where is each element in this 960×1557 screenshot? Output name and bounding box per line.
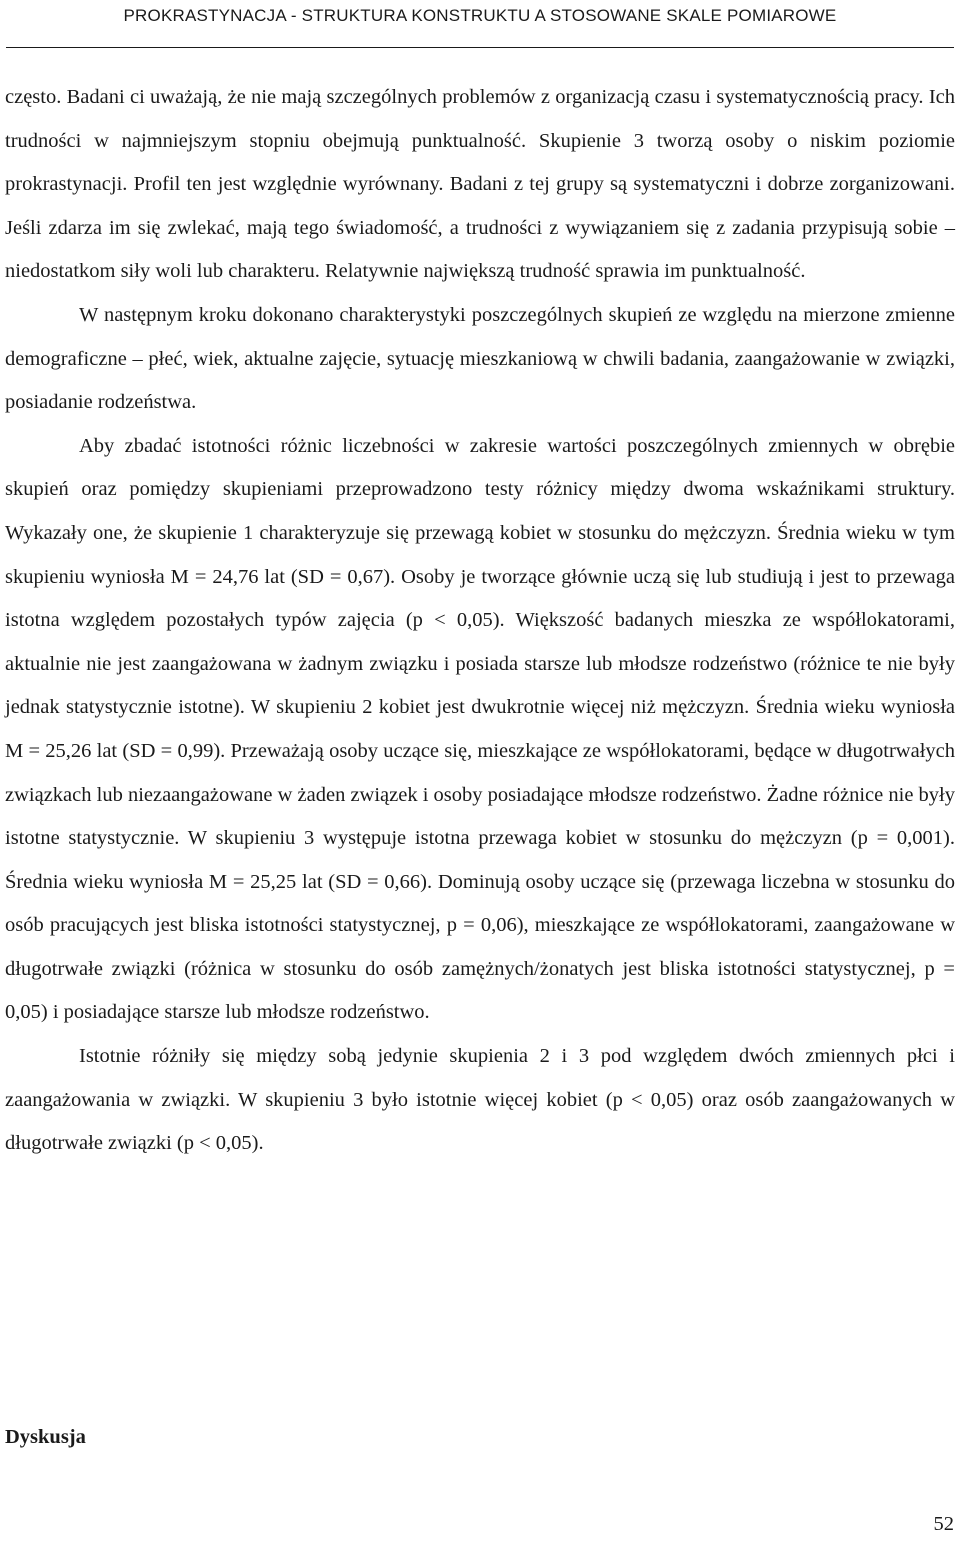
section-heading-discussion: Dyskusja xyxy=(5,1426,86,1448)
paragraph-cluster-differences: Aby zbadać istotności różnic liczebności w zakresie wartości poszczególnych zmiennych w obrębie skupień oraz pomiędzy skupieniami przeprowadzono testy różnicy między dwoma wskaźnikami struktury. Wykazały one, że skupienie 1 charakteryzuje się przewagą kobiet w stosunku do mężczyzn. Średnia wieku w tym skupieniu wyniosła M = 24,76 lat (SD = 0,67). Osoby je tworzące głównie uczą się lub studiują i jest to przewaga istotna względem pozostałych typów zajęcia (p < 0,05). Większość badanych mieszka ze współlokatorami, aktualnie nie jest zaangażowana w żadnym związku i posiada starsze lub młodsze rodzeństwo (różnice te nie były jednak statystycznie istotne). W skupieniu 2 kobiet jest dwukrotnie więcej niż mężczyzn. Średnia wieku wyniosła M = 25,26 lat (SD = 0,99). Przeważają osoby uczące się, mieszkające ze współlokatorami, będące w długotrwałych związkach lub niezaangażowane w żaden związek i osoby posiadające młodsze rodzeństwo. Żadne różnice nie były istotne statystycznie. W skupieniu 3 występuje istotna przewaga kobiet w stosunku do mężczyzn (p = 0,001). Średnia wieku wyniosła M = 25,25 lat (SD = 0,66). Dominują osoby uczące się (przewaga liczebna w stosunku do osób pracujących jest bliska istotności statystycznej, p = 0,06), mieszkające ze współlokatorami, zaangażowane w długotrwałe związki (różnica w stosunku do osób zamężnych/żonatych jest bliska istotności statystycznej, p = 0,05) i posiadające starsze lub młodsze rodzeństwo. xyxy=(5,434,955,1024)
paragraph-demographics-intro: W następnym kroku dokonano charakterystyki poszczególnych skupień ze względu na mierzone zmienne demograficzne – płeć, wiek, aktualne zajęcie, sytuację mieszkaniową w chwili badania, zaangażowanie w związki, posiadanie rodzeństwa. xyxy=(5,303,955,414)
running-header: PROKRASTYNACJA - STRUKTURA KONSTRUKTU A STOSOWANE SKALE POMIAROWE xyxy=(123,6,837,25)
page-number: 52 xyxy=(933,1513,954,1535)
paragraph-continuation: często. Badani ci uważają, że nie mają szczególnych problemów z organizacją czasu i systematycznością pracy. Ich trudności w najmniejszym stopniu obejmują punktualność. Skupienie 3 tworzą osoby o niskim poziomie prokrastynacji. Profil ten jest względnie wyrównany. Badani z tej grupy są systematyczni i dobrze zorganizowani. Jeśli zdarza im się zwlekać, mają tego świadomość, a trudności z wywiązaniem się z zadania przypisują sobie – niedostatkom siły woli lub charakteru. Relatywnie największą trudność sprawia im punktualność. xyxy=(5,86,955,283)
article-body xyxy=(5,76,955,1166)
paragraph-between-clusters: Istotnie różniły się między sobą jedynie skupienia 2 i 3 pod względem dwóch zmiennych płci i zaangażowania w związki. W skupieniu 3 było istotnie więcej kobiet (p < 0,05) oraz osób zaangażowanych w długotrwałe związki (p < 0,05). xyxy=(5,1045,955,1155)
header-divider xyxy=(6,47,954,48)
